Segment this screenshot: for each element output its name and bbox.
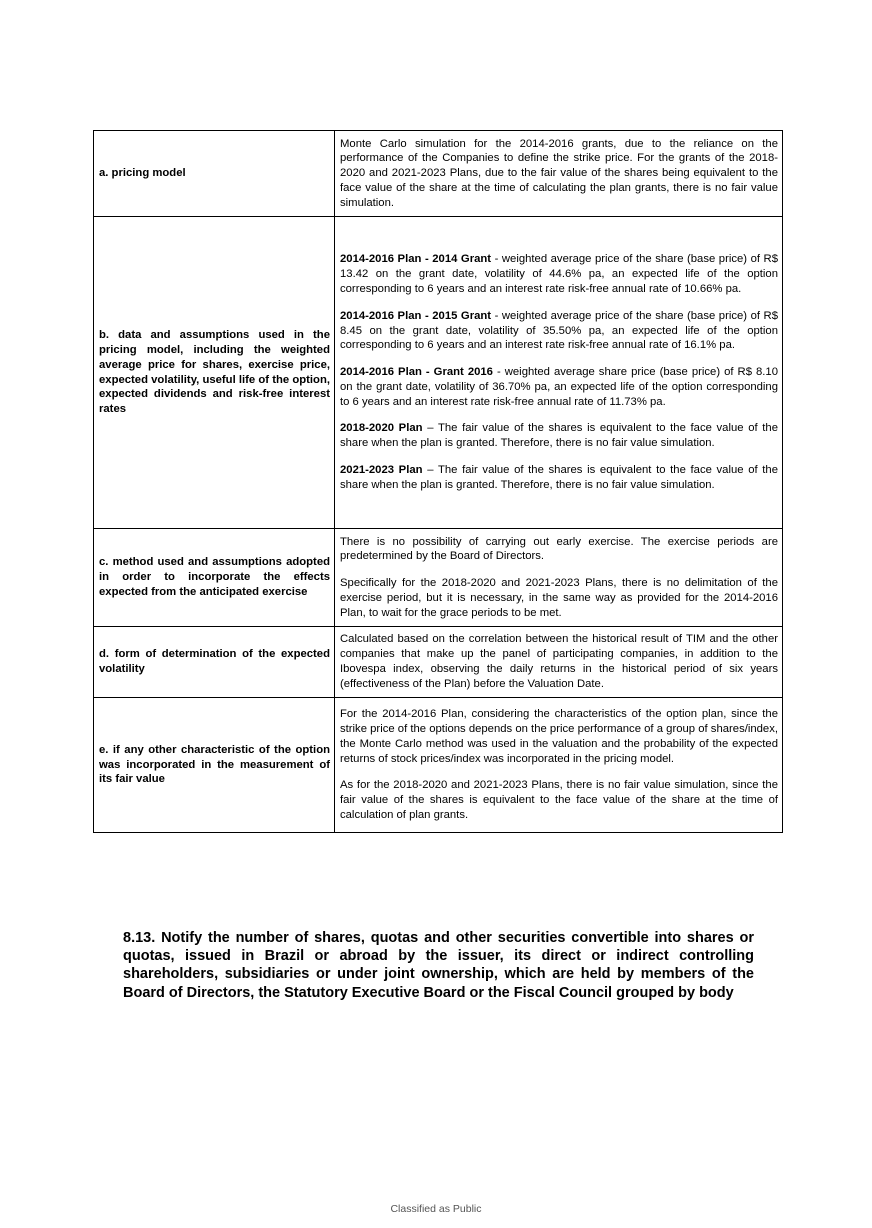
paragraph-text: Monte Carlo simulation for the 2014-2016 grants, due to the reliance on the performance of the Companies to define the strike price. For the grants of the 2018-2020 and 2021-2023 Plans, due to the fair value of the shares being equivalent to the face value of the share at the time of calculating the plan grants, there is no fair value simulation. bbox=[340, 137, 778, 209]
paragraph-lead: 2018-2020 Plan bbox=[340, 422, 423, 435]
row-content bbox=[335, 217, 783, 529]
table-row bbox=[94, 698, 783, 833]
paragraph-text: - weighted average price of the share (base price) of R$ 8.45 on the grant date, volatility of 35.50% pa, an expected life of the option corresponding to 6 years and an interest rate risk-free annual rate of 16.1% pa. bbox=[340, 309, 778, 352]
paragraph bbox=[340, 137, 778, 211]
row-content bbox=[335, 131, 783, 217]
paragraph-lead: 2014-2016 Plan - Grant 2016 bbox=[340, 366, 493, 379]
row-label: a. pricing model bbox=[94, 131, 335, 217]
paragraph-text: Calculated based on the correlation between the historical result of TIM and the other companies that make up the panel of participating companies, in addition to the Ibovespa index, observing the daily returns in the historical period of six years (effectiveness of the Plan) before the Valuation Date. bbox=[340, 633, 778, 690]
paragraph bbox=[340, 576, 778, 620]
paragraph bbox=[340, 778, 778, 822]
paragraph bbox=[340, 365, 778, 409]
paragraph-text: Specifically for the 2018-2020 and 2021-2023 Plans, there is no delimitation of the exercise period, but it is necessary, in the same way as provided for the 2014-2016 Plan, to wait for the grace periods to be met. bbox=[340, 577, 778, 619]
paragraph bbox=[340, 309, 778, 353]
paragraph bbox=[340, 535, 778, 565]
paragraph bbox=[340, 421, 778, 451]
row-label: e. if any other characteristic of the option was incorporated in the measurement of its fair value bbox=[94, 698, 335, 833]
paragraph bbox=[340, 707, 778, 766]
paragraph bbox=[340, 252, 778, 296]
row-content bbox=[335, 627, 783, 698]
paragraph-lead: 2021-2023 Plan bbox=[340, 464, 423, 477]
row-label: b. data and assumptions used in the pricing model, including the weighted average price for shares, exercise price, expected volatility, useful life of the option, expected dividends and risk-free interest rates bbox=[94, 217, 335, 529]
stock-option-pricing-table bbox=[93, 130, 783, 833]
row-content bbox=[335, 698, 783, 833]
footer-classification: Classified as Public bbox=[390, 1203, 482, 1215]
paragraph-text: For the 2014-2016 Plan, considering the characteristics of the option plan, since the strike price of the options depends on the price performance of a group of shares/index, the Monte Carlo method was used in the valuation and the probability of the expected returns of stock prices/index was incorporated in the pricing model. bbox=[340, 708, 778, 765]
paragraph-text: - weighted average price of the share (base price) of R$ 13.42 on the grant date, volatility of 44.6% pa, an expected life of the option corresponding to 6 years and an interest rate risk-free annual rate of 10.66% pa. bbox=[340, 253, 778, 295]
paragraph-lead: 2014-2016 Plan - 2015 Grant bbox=[340, 309, 492, 322]
paragraph bbox=[340, 463, 778, 493]
table-row bbox=[94, 131, 783, 217]
table-row bbox=[94, 627, 783, 698]
table-row bbox=[94, 217, 783, 529]
paragraph-text: – The fair value of the shares is equivalent to the face value of the share when the plan is granted. Therefore, there is no fair value simulation. bbox=[340, 422, 778, 450]
row-label: c. method used and assumptions adopted in order to incorporate the effects expected from the anticipated exercise bbox=[94, 529, 335, 627]
paragraph-text: – The fair value of the shares is equivalent to the face value of the share when the plan is granted. Therefore, there is no fair value simulation. bbox=[340, 464, 778, 491]
row-content bbox=[335, 529, 783, 627]
paragraph-text: - weighted average share price (base price) of R$ 8.10 on the grant date, volatility of 36.70% pa, an expected life of the option corresponding to 6 years and an interest rate risk-free annual rate of 11.73% pa. bbox=[340, 366, 778, 408]
paragraph bbox=[340, 632, 778, 691]
paragraph-text: There is no possibility of carrying out early exercise. The exercise periods are predetermined by the Board of Directors. bbox=[340, 535, 778, 563]
section-heading: 8.13. Notify the number of shares, quotas and other securities convertible into shares or quotas, issued in Brazil or abroad by the issuer, its direct or indirect controlling shareholders, subsidiaries or under joint ownership, which are held by members of the Board of Directors, the Statutory Executive Board or the Fiscal Council grouped by body bbox=[123, 930, 754, 1001]
paragraph-lead: 2014-2016 Plan - 2014 Grant bbox=[340, 253, 492, 266]
paragraph-text: As for the 2018-2020 and 2021-2023 Plans, there is no fair value simulation, since the fair value of the shares is equivalent to the face value of the share at the time of calculation of plan grants. bbox=[340, 779, 778, 821]
table-row bbox=[94, 529, 783, 627]
row-label: d. form of determination of the expected volatility bbox=[94, 627, 335, 698]
